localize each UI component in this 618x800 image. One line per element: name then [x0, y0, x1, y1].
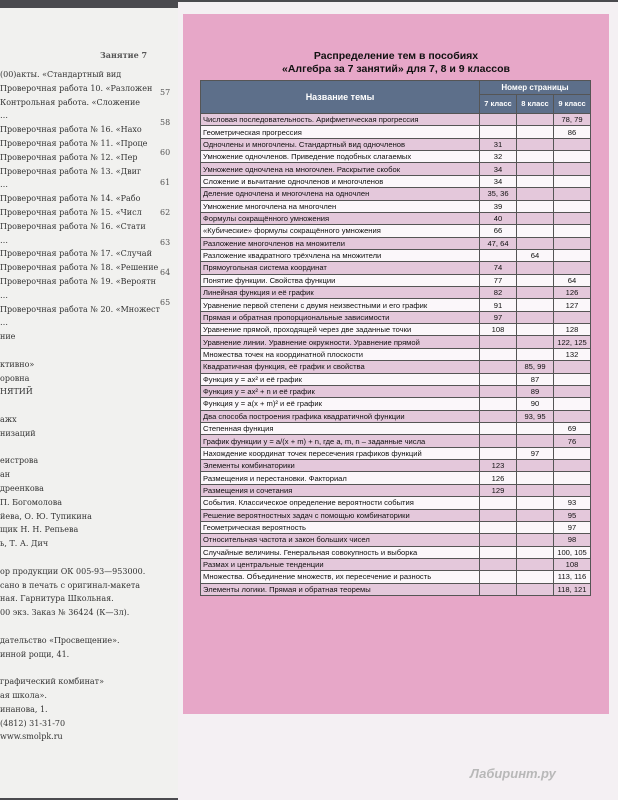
- table-row: [201, 398, 591, 410]
- grade-7-page: 47, 64: [480, 237, 517, 249]
- grade-8-page: [517, 460, 554, 472]
- left-page-line: Проверочная работа № 16. «Стати: [0, 221, 146, 231]
- grade-7-page: [480, 385, 517, 397]
- grade-7-page: [480, 410, 517, 422]
- grade-7-page: [480, 249, 517, 261]
- grade-8-page: [517, 509, 554, 521]
- grade-9-page: 76: [554, 435, 591, 447]
- header-pages: Номер страницы: [480, 81, 591, 95]
- left-page-line: инанова, 1.: [0, 704, 48, 714]
- topic-cell: Решение вероятностных задач с помощью комбинаторики: [201, 509, 480, 521]
- left-page-number: 61: [160, 178, 171, 187]
- grade-8-page: [517, 497, 554, 509]
- topic-cell: Прямоугольная система координат: [201, 262, 480, 274]
- topic-cell: Два способа построения графика квадратичной функции: [201, 410, 480, 422]
- table-row: [201, 114, 591, 126]
- grade-8-page: [517, 435, 554, 447]
- table-row: [201, 200, 591, 212]
- table-row: [201, 509, 591, 521]
- topic-cell: Сложение и вычитание одночленов и многочленов: [201, 175, 480, 187]
- grade-7-page: 74: [480, 262, 517, 274]
- grade-7-page: [480, 435, 517, 447]
- left-page-number: 58: [160, 118, 171, 127]
- left-page-line: йева, О. Ю. Тупикина: [0, 511, 92, 521]
- grade-9-page: [554, 237, 591, 249]
- topic-cell: Геометрическая прогрессия: [201, 126, 480, 138]
- grade-9-page: [554, 460, 591, 472]
- left-page-line: Проверочная работа № 14. «Рабо: [0, 194, 141, 204]
- grade-9-page: [554, 138, 591, 150]
- header-grade-8: 8 класс: [517, 95, 554, 114]
- grade-8-page: [517, 175, 554, 187]
- grade-9-page: [554, 373, 591, 385]
- grade-9-page: [554, 447, 591, 459]
- grade-9-page: 126: [554, 287, 591, 299]
- grade-8-page: [517, 126, 554, 138]
- grade-8-page: [517, 422, 554, 434]
- grade-8-page: 85, 99: [517, 361, 554, 373]
- grade-8-page: [517, 237, 554, 249]
- left-page-line: www.smolpk.ru: [0, 732, 63, 742]
- left-page-line: Проверочная работа № 11. «Проце: [0, 139, 148, 148]
- grade-9-page: 78, 79: [554, 114, 591, 126]
- grade-7-page: [480, 348, 517, 360]
- table-row: [201, 237, 591, 249]
- table-row: [201, 348, 591, 360]
- table-row: [201, 558, 591, 570]
- page-title-line-2: «Алгебра за 7 занятий» для 7, 8 и 9 классов: [282, 63, 510, 75]
- topic-cell: Умножение многочлена на многочлен: [201, 200, 480, 212]
- table-row: [201, 534, 591, 546]
- topic-cell: Степенная функция: [201, 422, 480, 434]
- topic-cell: Понятие функции. Свойства функции: [201, 274, 480, 286]
- topic-cell: Квадратичная функция, её график и свойства: [201, 361, 480, 373]
- table-row: [201, 385, 591, 397]
- topic-cell: «Кубические» формулы сокращённого умножения: [201, 225, 480, 237]
- topic-cell: События. Классическое определение вероятности события: [201, 497, 480, 509]
- topic-cell: Размах и центральные тенденции: [201, 558, 480, 570]
- left-page-number: 62: [160, 208, 171, 217]
- grade-7-page: [480, 497, 517, 509]
- left-page-line: Проверочная работа № 19. «Вероятн: [0, 277, 156, 286]
- left-page-line: низаций: [0, 428, 36, 438]
- grade-9-page: [554, 484, 591, 496]
- left-page-line: Проверочная работа № 15. «Числ: [0, 208, 142, 217]
- grade-9-page: 100, 105: [554, 546, 591, 558]
- header-topic: Название темы: [201, 81, 480, 114]
- grade-7-page: 129: [480, 484, 517, 496]
- left-page-line: ние: [0, 332, 16, 342]
- grade-7-page: 39: [480, 200, 517, 212]
- grade-8-page: [517, 114, 554, 126]
- table-row: [201, 497, 591, 509]
- grade-7-page: 91: [480, 299, 517, 311]
- topic-cell: Нахождение координат точек пересечения графиков функций: [201, 447, 480, 459]
- grade-9-page: 93: [554, 497, 591, 509]
- grade-9-page: 86: [554, 126, 591, 138]
- grade-7-page: 34: [480, 175, 517, 187]
- topic-cell: Размещения и сочетания: [201, 484, 480, 496]
- left-page-number: 57: [160, 88, 171, 97]
- grade-8-page: [517, 163, 554, 175]
- table-row: [201, 361, 591, 373]
- grade-8-page: [517, 188, 554, 200]
- grade-7-page: [480, 361, 517, 373]
- topic-cell: Уравнение прямой, проходящей через две заданные точки: [201, 324, 480, 336]
- table-row: [201, 175, 591, 187]
- table-row: [201, 311, 591, 323]
- table-row: [201, 435, 591, 447]
- table-row: [201, 274, 591, 286]
- grade-9-page: [554, 151, 591, 163]
- grade-9-page: [554, 163, 591, 175]
- grade-9-page: [554, 225, 591, 237]
- left-page-line: ная. Гарнитура Школьная.: [0, 594, 114, 604]
- grade-7-page: 66: [480, 225, 517, 237]
- grade-7-page: [480, 534, 517, 546]
- grade-7-page: 34: [480, 163, 517, 175]
- grade-8-page: 93, 95: [517, 410, 554, 422]
- topic-cell: Разложение квадратного трёхчлена на множители: [201, 249, 480, 261]
- topic-cell: Линейная функция и её график: [201, 287, 480, 299]
- grade-9-page: 127: [554, 299, 591, 311]
- left-page-line: ая школа».: [0, 691, 47, 700]
- grade-7-page: 35, 36: [480, 188, 517, 200]
- topic-cell: Элементы логики. Прямая и обратная теоремы: [201, 583, 480, 595]
- grade-7-page: [480, 126, 517, 138]
- grade-9-page: [554, 188, 591, 200]
- grade-7-page: [480, 521, 517, 533]
- left-page-line: ор продукции ОК 005-93—953000.: [0, 566, 146, 576]
- grade-9-page: 97: [554, 521, 591, 533]
- topic-cell: Умножение одночленов. Приведение подобных слагаемых: [201, 151, 480, 163]
- grade-9-page: 95: [554, 509, 591, 521]
- left-page-line: еистрова: [0, 456, 39, 466]
- left-page-line: Проверочная работа № 18. «Решение: [0, 263, 159, 273]
- grade-9-page: 113, 116: [554, 571, 591, 583]
- table-row: [201, 571, 591, 583]
- page-title-line-1: Распределение тем в пособиях: [313, 50, 479, 62]
- grade-8-page: 89: [517, 385, 554, 397]
- header-grade-7: 7 класс: [480, 95, 517, 114]
- grade-8-page: [517, 348, 554, 360]
- topic-cell: Функция y = ax² + n и её график: [201, 385, 480, 397]
- left-page-line: сано в печать с оригинал-макета: [0, 580, 141, 590]
- header-grade-9: 9 класс: [554, 95, 591, 114]
- grade-8-page: [517, 546, 554, 558]
- grade-7-page: [480, 373, 517, 385]
- grade-8-page: 87: [517, 373, 554, 385]
- topic-cell: Числовая последовательность. Арифметическая прогрессия: [201, 114, 480, 126]
- grade-9-page: 69: [554, 422, 591, 434]
- left-page-number: 65: [160, 298, 171, 307]
- grade-7-page: [480, 571, 517, 583]
- table-row: [201, 447, 591, 459]
- left-page-line: Проверочная работа № 20. «Множест: [0, 304, 160, 314]
- left-page-line: Контрольная работа. «Сложение: [0, 97, 141, 107]
- grade-9-page: 132: [554, 348, 591, 360]
- grade-8-page: [517, 225, 554, 237]
- grade-7-page: 108: [480, 324, 517, 336]
- left-page-line: НЯТИЙ: [0, 387, 33, 397]
- grade-8-page: [517, 287, 554, 299]
- table-row: [201, 151, 591, 163]
- grade-9-page: 122, 125: [554, 336, 591, 348]
- table-row: [201, 225, 591, 237]
- left-page-heading: Занятие 7: [100, 50, 148, 60]
- table-row: [201, 163, 591, 175]
- grade-8-page: [517, 299, 554, 311]
- grade-7-page: [480, 422, 517, 434]
- left-page-line: …: [0, 180, 8, 190]
- left-page-line: (4812) 31-31-70: [0, 718, 66, 728]
- table-row: [201, 126, 591, 138]
- left-page-line: (00)акты. «Стандартный вид: [0, 70, 122, 79]
- grade-9-page: [554, 311, 591, 323]
- left-page-line: ь, Т. А. Дич: [0, 539, 49, 549]
- left-page-line: щик Н. Н. Репьева: [0, 525, 79, 535]
- grade-9-page: 64: [554, 274, 591, 286]
- left-page-line: Проверочная работа № 17. «Случай: [0, 249, 152, 259]
- grade-8-page: 64: [517, 249, 554, 261]
- grade-7-page: [480, 546, 517, 558]
- left-page-line: Проверочная работа 10. «Разложен: [0, 83, 153, 93]
- table-row: [201, 546, 591, 558]
- grade-7-page: [480, 336, 517, 348]
- table-row: [201, 249, 591, 261]
- left-page-line: Проверочная работа № 12. «Пер: [0, 152, 138, 162]
- grade-7-page: [480, 509, 517, 521]
- left-page-line: ан: [0, 470, 11, 480]
- table-row: [201, 460, 591, 472]
- table-row: [201, 262, 591, 274]
- topic-cell: Множества точек на координатной плоскости: [201, 348, 480, 360]
- grade-8-page: [517, 151, 554, 163]
- grade-8-page: [517, 212, 554, 224]
- topic-cell: Уравнение линии. Уравнение окружности. Уравнение прямой: [201, 336, 480, 348]
- grade-7-page: 31: [480, 138, 517, 150]
- table-row: [201, 138, 591, 150]
- left-page-line: 00 экз. Заказ № 36424 (К—3л).: [0, 608, 130, 618]
- left-page: [0, 8, 178, 798]
- table-row: [201, 336, 591, 348]
- left-page-line: инной рощи, 41.: [0, 649, 70, 659]
- grade-8-page: [517, 534, 554, 546]
- grade-9-page: [554, 200, 591, 212]
- grade-9-page: [554, 410, 591, 422]
- watermark: Лабиринт.ру: [470, 766, 556, 781]
- grade-9-page: [554, 385, 591, 397]
- table-row: [201, 422, 591, 434]
- grade-9-page: [554, 398, 591, 410]
- table-row: [201, 583, 591, 595]
- grade-8-page: [517, 521, 554, 533]
- topic-cell: Относительная частота и закон больших чисел: [201, 534, 480, 546]
- topics-table: [200, 80, 591, 596]
- grade-7-page: [480, 583, 517, 595]
- table-row: [201, 188, 591, 200]
- grade-7-page: 123: [480, 460, 517, 472]
- table-row: [201, 373, 591, 385]
- topic-cell: Случайные величины. Генеральная совокупность и выборка: [201, 546, 480, 558]
- grade-8-page: [517, 484, 554, 496]
- grade-7-page: 77: [480, 274, 517, 286]
- grade-9-page: [554, 249, 591, 261]
- topic-cell: Уравнение первой степени с двумя неизвестными и его график: [201, 299, 480, 311]
- left-page-line: оровна: [0, 373, 30, 383]
- table-row: [201, 299, 591, 311]
- grade-8-page: [517, 324, 554, 336]
- grade-8-page: [517, 262, 554, 274]
- left-page-line: Проверочная работа № 13. «Двиг: [0, 166, 142, 176]
- table-row: [201, 521, 591, 533]
- left-page-line: Проверочная работа № 16. «Нахо: [0, 125, 142, 135]
- topic-cell: Разложение многочленов на множители: [201, 237, 480, 249]
- grade-9-page: 108: [554, 558, 591, 570]
- table-row: [201, 472, 591, 484]
- grade-8-page: 97: [517, 447, 554, 459]
- topic-cell: Размещения и перестановки. Факториал: [201, 472, 480, 484]
- table-row: [201, 287, 591, 299]
- left-page-line: ктивно»: [0, 359, 35, 369]
- topic-cell: Прямая и обратная пропорциональные зависимости: [201, 311, 480, 323]
- topic-cell: График функции y = a/(x + m) + n, где a, m, n – заданные числа: [201, 435, 480, 447]
- topic-cell: Геометрическая вероятность: [201, 521, 480, 533]
- grade-8-page: [517, 558, 554, 570]
- topic-cell: Функция y = ax² и её график: [201, 373, 480, 385]
- grade-7-page: [480, 114, 517, 126]
- left-page-line: дреенкова: [0, 484, 44, 493]
- grade-8-page: 90: [517, 398, 554, 410]
- topic-cell: Множества. Объединение множеств, их пересечение и разность: [201, 571, 480, 583]
- table-row: [201, 212, 591, 224]
- grade-7-page: 97: [480, 311, 517, 323]
- table-row: [201, 484, 591, 496]
- left-page-number: 64: [160, 268, 171, 277]
- grade-8-page: [517, 200, 554, 212]
- grade-7-page: 126: [480, 472, 517, 484]
- grade-7-page: 82: [480, 287, 517, 299]
- grade-7-page: [480, 558, 517, 570]
- grade-7-page: 40: [480, 212, 517, 224]
- grade-7-page: 32: [480, 151, 517, 163]
- topic-cell: Деление одночлена и многочлена на одночлен: [201, 188, 480, 200]
- left-page-number: 60: [160, 148, 171, 157]
- topics-table-body: [201, 114, 591, 596]
- topic-cell: Функция y = a(x + m)² и её график: [201, 398, 480, 410]
- left-page-line: …: [0, 290, 8, 300]
- grade-9-page: 128: [554, 324, 591, 336]
- grade-9-page: [554, 472, 591, 484]
- topic-cell: Элементы комбинаторики: [201, 460, 480, 472]
- grade-8-page: [517, 571, 554, 583]
- left-page-line: дательство «Просвещение».: [0, 635, 120, 645]
- topic-cell: Умножение одночлена на многочлен. Раскрытие скобок: [201, 163, 480, 175]
- left-page-line: …: [0, 318, 8, 328]
- grade-9-page: 98: [554, 534, 591, 546]
- topic-cell: Одночлены и многочлены. Стандартный вид одночленов: [201, 138, 480, 150]
- left-page-line: …: [0, 235, 8, 245]
- grade-8-page: [517, 274, 554, 286]
- grade-8-page: [517, 138, 554, 150]
- grade-8-page: [517, 311, 554, 323]
- grade-9-page: [554, 262, 591, 274]
- left-page-line: П. Богомолова: [0, 497, 62, 507]
- grade-9-page: [554, 175, 591, 187]
- left-page-line: графический комбинат»: [0, 677, 104, 687]
- grade-9-page: [554, 212, 591, 224]
- table-row: [201, 410, 591, 422]
- table-row: [201, 324, 591, 336]
- grade-7-page: [480, 398, 517, 410]
- left-page-line: …: [0, 111, 8, 121]
- topic-cell: Формулы сокращённого умножения: [201, 212, 480, 224]
- grade-8-page: [517, 583, 554, 595]
- grade-7-page: [480, 447, 517, 459]
- grade-8-page: [517, 336, 554, 348]
- grade-8-page: [517, 472, 554, 484]
- grade-9-page: [554, 361, 591, 373]
- left-page-line: ажх: [0, 415, 17, 424]
- grade-9-page: 118, 121: [554, 583, 591, 595]
- left-page-number: 63: [160, 238, 171, 247]
